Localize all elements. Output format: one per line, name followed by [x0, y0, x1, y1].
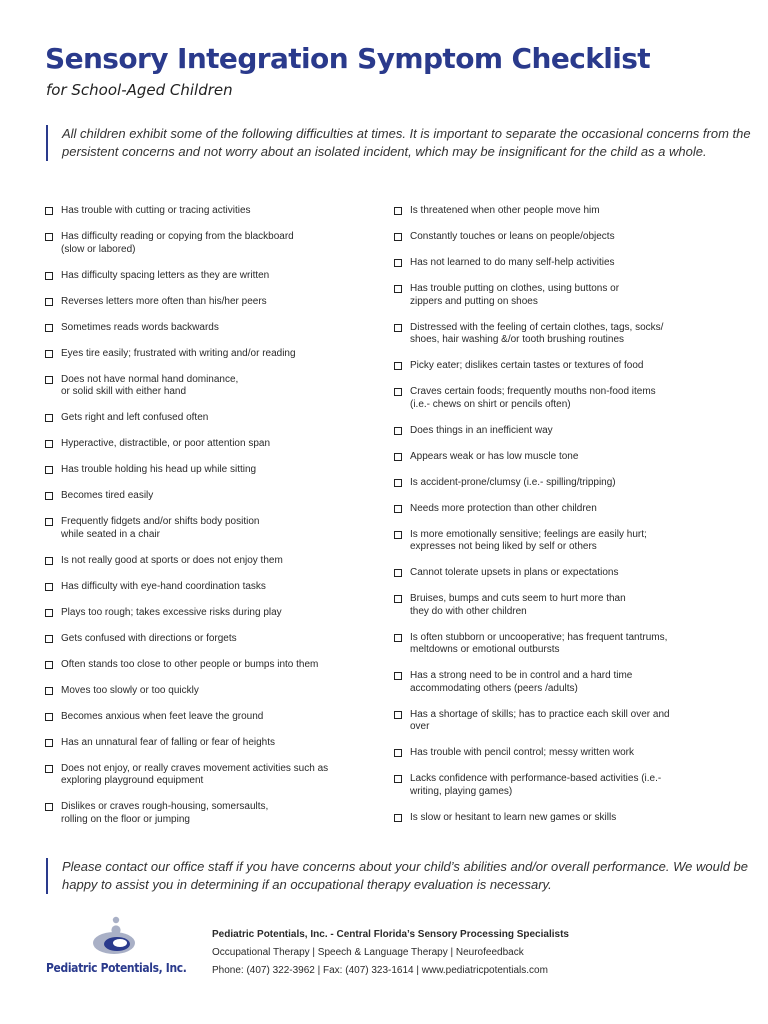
checkbox[interactable] [45, 765, 53, 773]
checklist-item-label: Does not enjoy, or really craves movement activities such as exploring playground equipment [61, 762, 329, 786]
checklist-item-label: Frequently fidgets and/or shifts body position while seated in a chair [61, 516, 260, 540]
checkbox[interactable] [394, 749, 402, 757]
checkbox[interactable] [45, 661, 53, 669]
checklist-right-column [394, 205, 714, 824]
logo-wordmark: Pediatric Potentials, Inc. [46, 960, 187, 975]
checklist-item-label: Bruises, bumps and cuts seem to hurt more than they do with other children [410, 593, 626, 617]
checkbox[interactable] [45, 635, 53, 643]
checkbox[interactable] [45, 414, 53, 422]
checklist-item [394, 360, 714, 373]
checklist-item-label: Has a strong need to be in control and a hard time accommodating others (peers /adults) [410, 670, 633, 694]
checklist-item [45, 438, 365, 451]
checklist-item [45, 607, 365, 620]
checklist-item [394, 283, 714, 308]
checklist-item-label: Is threatened when other people move him [410, 205, 600, 216]
checklist-item-label: Gets confused with directions or forgets [61, 632, 237, 644]
checklist-item [45, 348, 365, 361]
checkbox[interactable] [45, 350, 53, 358]
checklist-item-label: Lacks confidence with performance-based activities (i.e.- writing, playing games) [410, 773, 662, 797]
checklist-item [394, 451, 714, 464]
checkbox[interactable] [45, 298, 53, 306]
footer-services: Occupational Therapy | Speech & Language Therapy | Neurofeedback [212, 947, 524, 958]
checklist-item-label: Has a shortage of skills; has to practice each skill over and over [410, 708, 670, 732]
checklist-item [394, 747, 714, 760]
checklist-item [394, 386, 714, 411]
checklist-item [394, 670, 714, 695]
logo-dot-small [113, 917, 119, 923]
checkbox[interactable] [394, 814, 402, 822]
checkbox[interactable] [45, 609, 53, 617]
checklist-item [45, 581, 365, 594]
checkbox[interactable] [394, 479, 402, 487]
checklist-item [45, 633, 365, 646]
checkbox[interactable] [45, 440, 53, 448]
checklist-item-label: Is often stubborn or uncooperative; has frequent tantrums, meltdowns or emotional outbursts [410, 631, 668, 655]
footer [212, 926, 569, 980]
checklist-item [45, 296, 365, 309]
checklist-item-label: Appears weak or has low muscle tone [410, 450, 579, 462]
checklist-item-label: Has trouble with pencil control; messy written work [410, 747, 634, 758]
checklist-item-label: Becomes tired easily [61, 490, 154, 501]
checkbox[interactable] [394, 505, 402, 513]
checklist-item-label: Becomes anxious when feet leave the ground [61, 710, 264, 722]
checklist-item [45, 205, 365, 218]
checkbox[interactable] [45, 518, 53, 526]
checklist-item-label: Needs more protection than other children [410, 502, 597, 514]
checkbox[interactable] [45, 583, 53, 591]
checklist-item-label: Has difficulty with eye-hand coordination tasks [61, 580, 266, 592]
checkbox[interactable] [45, 324, 53, 332]
checklist-item [45, 711, 365, 724]
checkbox[interactable] [45, 739, 53, 747]
checklist-item-label: Has difficulty spacing letters as they are written [61, 269, 270, 281]
checklist-item [45, 231, 365, 256]
checklist-item [45, 464, 365, 477]
checklist-item-label: Does things in an inefficient way [410, 424, 553, 436]
checklist-item [45, 659, 365, 672]
checkbox[interactable] [394, 711, 402, 719]
checklist-item-label: Picky eater; dislikes certain tastes or textures of food [410, 360, 644, 371]
checkbox[interactable] [45, 376, 53, 384]
checklist-item [45, 763, 365, 788]
checkbox[interactable] [45, 233, 53, 241]
page-title: Sensory Integration Symptom Checklist [45, 42, 651, 75]
checkbox[interactable] [394, 362, 402, 370]
checklist-item [394, 593, 714, 618]
checklist-item [45, 801, 365, 826]
footer-org: Pediatric Potentials, Inc. - Central Florida’s Sensory Processing Specialists [212, 929, 569, 940]
logo-swirl-highlight [113, 939, 127, 947]
checkbox[interactable] [45, 713, 53, 721]
intro-text: All children exhibit some of the following difficulties at times. It is important to separate the occasional concerns from the persistent concerns and not worry about an isolated incident, which may be insignificant for the child as a whole. [46, 125, 752, 161]
checkbox[interactable] [394, 634, 402, 642]
checkbox[interactable] [45, 272, 53, 280]
checklist-item [394, 322, 714, 347]
checklist-item [394, 529, 714, 554]
checklist-item [45, 322, 365, 335]
checkbox[interactable] [394, 427, 402, 435]
checklist-item [45, 737, 365, 750]
checklist-item-label: Has trouble putting on clothes, using buttons or zippers and putting on shoes [410, 283, 620, 307]
checkbox[interactable] [45, 492, 53, 500]
checklist-item-label: Has an unnatural fear of falling or fear of heights [61, 736, 276, 748]
checkbox[interactable] [45, 557, 53, 565]
checkbox[interactable] [45, 687, 53, 695]
checklist-item-label: Reverses letters more often than his/her peers [61, 295, 267, 307]
checklist-item-label: Is not really good at sports or does not enjoy them [61, 554, 283, 566]
checklist-item [394, 205, 714, 218]
checklist-item [394, 812, 714, 825]
checklist-item-label: Moves too slowly or too quickly [61, 684, 199, 696]
checklist-item [394, 709, 714, 734]
checklist-item-label: Constantly touches or leans on people/objects [410, 231, 615, 242]
checkbox[interactable] [394, 595, 402, 603]
checklist-item-label: Has trouble with cutting or tracing activities [61, 205, 251, 216]
checklist-left-column [45, 205, 365, 826]
checklist-item-label: Hyperactive, distractible, or poor attention span [61, 438, 270, 449]
checklist-item-label: Craves certain foods; frequently mouths non-food items (i.e.- chews on shirt or pencils often) [410, 386, 656, 410]
checklist-item [394, 632, 714, 657]
checklist-item [45, 270, 365, 283]
checklist-item-label: Is accident-prone/clumsy (i.e.- spilling/tripping) [410, 476, 616, 488]
checkbox[interactable] [394, 285, 402, 293]
checklist-item-label: Dislikes or craves rough-housing, somersaults, rolling on the floor or jumping [61, 801, 269, 825]
checkbox[interactable] [394, 672, 402, 680]
checkbox[interactable] [45, 466, 53, 474]
checkbox[interactable] [394, 569, 402, 577]
checkbox[interactable] [394, 324, 402, 332]
checkbox[interactable] [394, 259, 402, 267]
checklist-item-label: Eyes tire easily; frustrated with writing and/or reading [61, 347, 296, 359]
checklist-item-label: Is more emotionally sensitive; feelings are easily hurt; expresses not being liked by self or others [410, 528, 647, 552]
checkbox[interactable] [45, 803, 53, 811]
checklist-item [394, 503, 714, 516]
checklist-item [394, 231, 714, 244]
checklist-item [394, 425, 714, 438]
checklist-item-label: Gets right and left confused often [61, 412, 209, 423]
checkbox[interactable] [394, 453, 402, 461]
checkbox[interactable] [394, 388, 402, 396]
checklist-item [45, 374, 365, 399]
checkbox[interactable] [394, 531, 402, 539]
checklist-item-label: Is slow or hesitant to learn new games or skills [410, 811, 617, 823]
page-subtitle: for School-Aged Children [46, 81, 233, 99]
checklist-item [394, 477, 714, 490]
checklist-item [394, 773, 714, 798]
closing-text: Please contact our office staff if you have concerns about your child’s abilities and/or overall performance. We would be happy to assist you in determining if an occupational therapy evaluation is necessary. [46, 858, 752, 894]
checklist-item [45, 516, 365, 541]
checklist-item-label: Cannot tolerate upsets in plans or expectations [410, 567, 619, 578]
checklist-item [45, 685, 365, 698]
checklist-item [45, 555, 365, 568]
checklist-item [394, 567, 714, 580]
checklist-item [45, 490, 365, 503]
checklist-item [394, 257, 714, 270]
checklist-item-label: Does not have normal hand dominance, or solid skill with either hand [61, 373, 239, 397]
checklist-item-label: Has trouble holding his head up while sitting [61, 464, 257, 475]
checklist-item-label: Has not learned to do many self-help activities [410, 257, 615, 268]
checklist-item-label: Distressed with the feeling of certain clothes, tags, socks/ shoes, hair washing &/or tooth brushing routines [410, 321, 664, 345]
checkbox[interactable] [394, 207, 402, 215]
checkbox[interactable] [45, 207, 53, 215]
checklist-item-label: Plays too rough; takes excessive risks during play [61, 606, 282, 618]
checkbox[interactable] [394, 775, 402, 783]
footer-contact: Phone: (407) 322-3962 | Fax: (407) 323-1614 | www.pediatricpotentials.com [212, 965, 548, 976]
checklist-item-label: Often stands too close to other people or bumps into them [61, 658, 319, 670]
checkbox[interactable] [394, 233, 402, 241]
checklist-item-label: Has difficulty reading or copying from the blackboard (slow or labored) [61, 231, 294, 255]
checklist-item-label: Sometimes reads words backwards [61, 321, 219, 333]
checklist-item [45, 412, 365, 425]
